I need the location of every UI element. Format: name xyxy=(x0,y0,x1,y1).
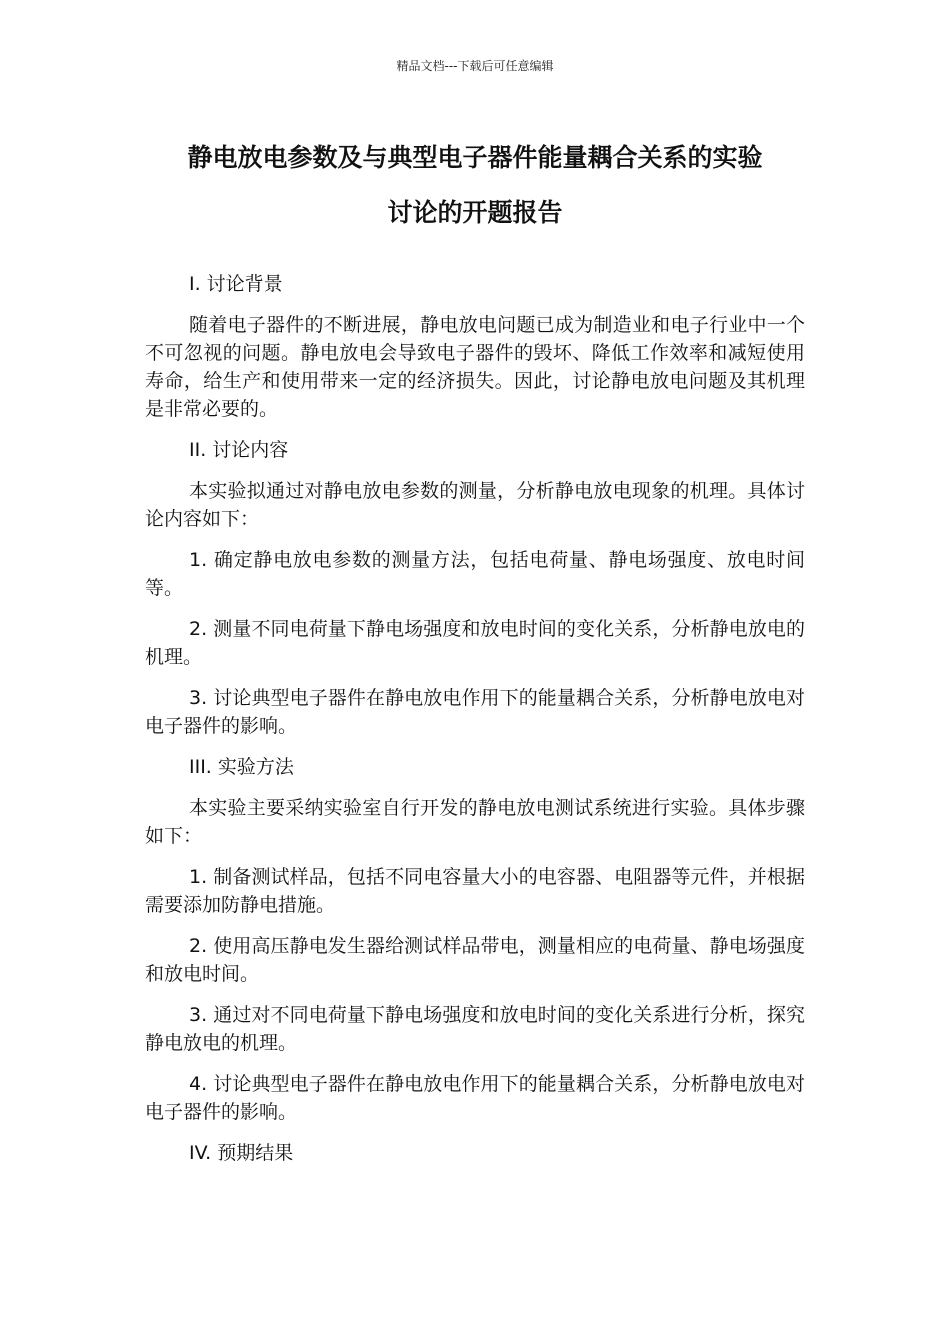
method-step-4: 4. 讨论典型电子器件在静电放电作用下的能量耦合关系，分析静电放电对电子器件的影响。 xyxy=(145,1073,805,1123)
document-title-line-2: 讨论的开题报告 xyxy=(387,198,563,227)
section-heading-content: II. 讨论内容 xyxy=(189,439,289,461)
content-item-3: 3. 讨论典型电子器件在静电放电作用下的能量耦合关系，分析静电放电对电子器件的影响。 xyxy=(145,687,805,737)
paragraph-background: 随着电子器件的不断进展，静电放电问题已成为制造业和电子行业中一个不可忽视的问题。静电放电会导致电子器件的毁坏、降低工作效率和减短使用寿命，给生产和使用带来一定的经济损失。因此，讨论静电放电问题及其机理是非常必要的。 xyxy=(145,314,805,420)
page-header: 精品文档---下载后可任意编辑 xyxy=(396,59,554,73)
document-body xyxy=(145,270,805,1180)
method-step-3: 3. 通过对不同电荷量下静电场强度和放电时间的变化关系进行分析，探究静电放电的机理。 xyxy=(145,1004,805,1054)
content-item-1: 1. 确定静电放电参数的测量方法，包括电荷量、静电场强度、放电时间等。 xyxy=(145,549,805,599)
section-heading-method: III. 实验方法 xyxy=(189,756,294,778)
section-heading-expected-results: IV. 预期结果 xyxy=(189,1142,294,1164)
content-item-2: 2. 测量不同电荷量下静电场强度和放电时间的变化关系，分析静电放电的机理。 xyxy=(145,618,805,668)
method-step-1: 1. 制备测试样品，包括不同电容量大小的电容器、电阻器等元件，并根据需要添加防静电措施。 xyxy=(145,866,805,916)
section-heading-background: I. 讨论背景 xyxy=(189,273,283,295)
method-step-2: 2. 使用高压静电发生器给测试样品带电，测量相应的电荷量、静电场强度和放电时间。 xyxy=(145,935,805,985)
paragraph-method-intro: 本实验主要采纳实验室自行开发的静电放电测试系统进行实验。具体步骤如下： xyxy=(145,797,805,847)
document-title-line-1: 静电放电参数及与典型电子器件能量耦合关系的实验 xyxy=(187,143,763,172)
paragraph-content-intro: 本实验拟通过对静电放电参数的测量，分析静电放电现象的机理。具体讨论内容如下： xyxy=(145,480,805,530)
